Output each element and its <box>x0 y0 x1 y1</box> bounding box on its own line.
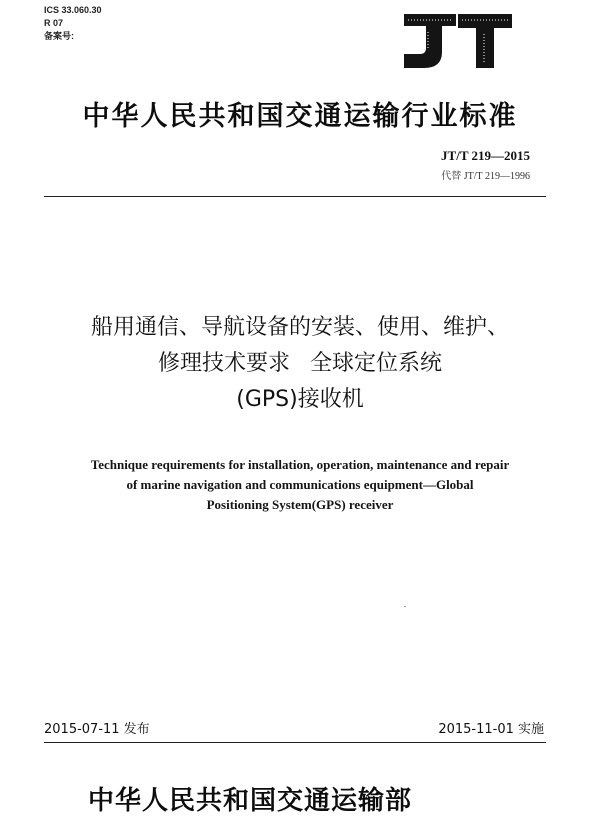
scan-speck <box>404 606 406 607</box>
replaces-standard: 代替 JT/T 219—1996 <box>441 171 530 182</box>
category-code: R 07 <box>44 18 64 28</box>
chinese-title-line-2 <box>0 346 600 382</box>
issue-date: 2015-07-11 发布 <box>44 722 150 737</box>
header-divider <box>44 196 546 197</box>
issuing-authority: 中华人民共和国交通运输部 <box>88 786 413 816</box>
classification-block <box>44 4 102 43</box>
standard-type-heading: 中华人民共和国交通运输行业标准 <box>82 101 518 132</box>
standard-number: JT/T 219—2015 <box>441 148 530 163</box>
chinese-title-line-1: 船用通信、导航设备的安装、使用、维护、 <box>90 315 509 340</box>
chinese-title-line-2a: 修理技术要求 <box>157 351 290 376</box>
ics-code: ICS 33.060.30 <box>44 5 102 15</box>
english-title-line-3: Positioning System(GPS) receiver <box>206 497 394 512</box>
jt-logo <box>398 8 516 74</box>
filing-number-label: 备案号: <box>44 31 74 41</box>
english-title-line-2: of marine navigation and communications equipment—Global <box>126 477 474 492</box>
chinese-title-line-2b: 全球定位系统 <box>310 351 443 376</box>
chinese-title <box>0 310 600 418</box>
english-title-line-1: Technique requirements for installation, operation, maintenance and repair <box>90 457 510 472</box>
footer-divider <box>44 742 546 743</box>
chinese-title-line-3: (GPS)接收机 <box>236 387 364 412</box>
implementation-date: 2015-11-01 实施 <box>438 722 544 737</box>
english-title <box>0 455 600 515</box>
jt-logo-graphic <box>398 8 516 74</box>
